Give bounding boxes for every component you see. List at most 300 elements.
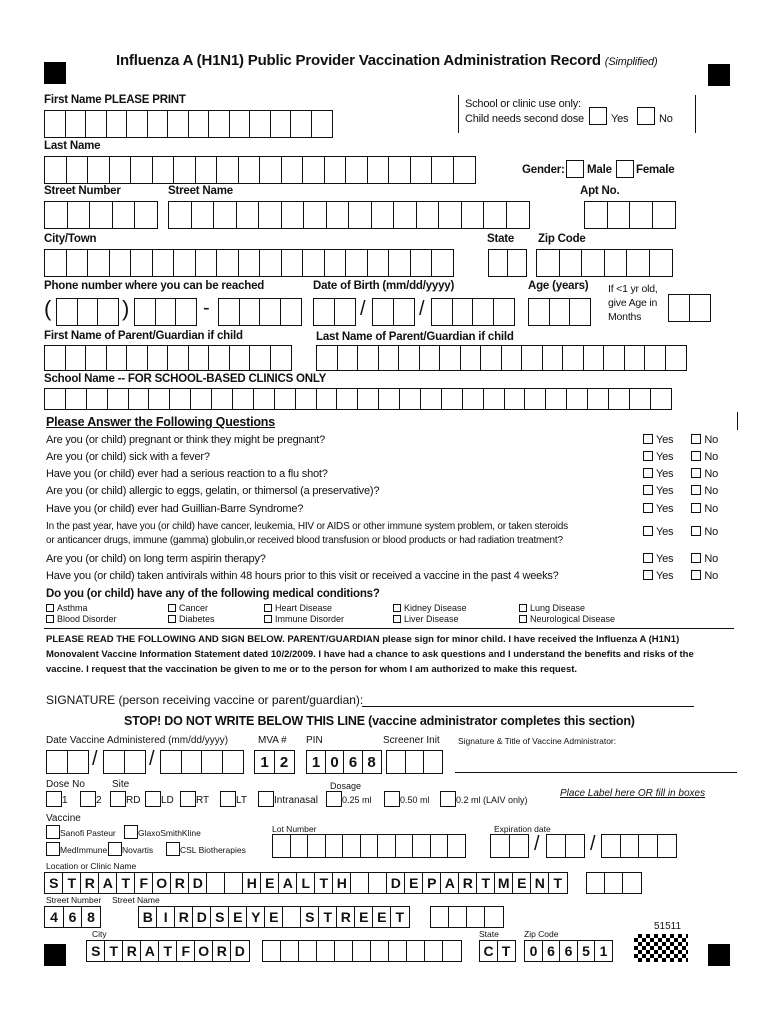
char-box[interactable] [272, 834, 291, 858]
site-ld-checkbox[interactable] [145, 791, 161, 807]
char-box[interactable] [307, 834, 326, 858]
char-box[interactable] [388, 249, 411, 277]
char-box[interactable]: D [230, 940, 250, 962]
char-box[interactable] [586, 872, 606, 894]
char-box[interactable]: T [497, 940, 516, 962]
dose-1-checkbox[interactable] [46, 791, 62, 807]
char-box[interactable] [86, 388, 108, 410]
char-box[interactable]: 1 [254, 750, 275, 774]
char-box[interactable] [148, 388, 170, 410]
char-box[interactable] [124, 750, 146, 774]
answer-row-flu-reaction[interactable] [643, 468, 718, 480]
dosage-050-option[interactable] [384, 791, 430, 807]
char-box[interactable] [44, 345, 66, 371]
char-box[interactable] [350, 872, 370, 894]
char-box[interactable] [371, 201, 395, 229]
char-box[interactable] [281, 156, 304, 184]
char-box[interactable]: T [158, 940, 178, 962]
char-box[interactable] [280, 298, 302, 326]
char-box[interactable] [624, 345, 646, 371]
admin-street-name-field[interactable] [138, 906, 408, 928]
char-box[interactable] [504, 388, 526, 410]
zip-field[interactable] [536, 249, 671, 277]
yes-checkbox[interactable] [643, 451, 653, 461]
char-box[interactable] [607, 201, 631, 229]
no-checkbox[interactable] [691, 526, 701, 536]
char-box[interactable] [262, 940, 282, 962]
answer-row-guillian-barre[interactable] [643, 503, 718, 515]
char-box[interactable] [281, 201, 305, 229]
yes-checkbox[interactable] [643, 468, 653, 478]
signature-line[interactable] [362, 706, 694, 707]
char-box[interactable] [490, 834, 510, 858]
char-box[interactable]: C [479, 940, 498, 962]
admin-city-extra[interactable] [262, 940, 460, 962]
char-box[interactable] [603, 345, 625, 371]
char-box[interactable] [249, 345, 271, 371]
char-box[interactable] [302, 249, 325, 277]
char-box[interactable] [367, 156, 390, 184]
admin-state-field[interactable] [479, 940, 514, 962]
condition-immune-disorder[interactable] [264, 614, 344, 624]
site-rt-option[interactable] [180, 791, 209, 807]
char-box[interactable] [410, 156, 433, 184]
char-box[interactable] [134, 201, 158, 229]
char-box[interactable] [44, 388, 66, 410]
char-box[interactable] [345, 156, 368, 184]
char-box[interactable] [191, 201, 215, 229]
char-box[interactable]: E [372, 906, 392, 928]
char-box[interactable] [316, 345, 338, 371]
char-box[interactable] [483, 201, 507, 229]
dosage-025-option[interactable] [326, 791, 372, 807]
char-box[interactable] [430, 906, 450, 928]
char-box[interactable] [208, 345, 230, 371]
dob-year-field[interactable] [431, 298, 513, 326]
char-box[interactable] [152, 156, 175, 184]
site-intranasal-option[interactable] [258, 791, 318, 807]
char-box[interactable] [562, 345, 584, 371]
char-box[interactable] [439, 345, 461, 371]
char-box[interactable] [506, 201, 530, 229]
char-box[interactable] [274, 388, 296, 410]
char-box[interactable]: S [210, 906, 230, 928]
char-box[interactable] [629, 388, 651, 410]
char-box[interactable] [480, 345, 502, 371]
admin-day-field[interactable] [103, 750, 144, 774]
char-box[interactable] [524, 388, 546, 410]
char-box[interactable]: D [188, 872, 208, 894]
char-box[interactable] [152, 249, 175, 277]
admin-year-field[interactable] [160, 750, 242, 774]
char-box[interactable] [87, 156, 110, 184]
char-box[interactable] [431, 249, 454, 277]
char-box[interactable] [466, 906, 486, 928]
char-box[interactable] [232, 388, 254, 410]
char-box[interactable] [290, 834, 309, 858]
char-box[interactable] [325, 834, 344, 858]
char-box[interactable] [521, 345, 543, 371]
street-number-field[interactable] [44, 201, 157, 229]
no-checkbox[interactable] [691, 468, 701, 478]
vaccine-csl-checkbox[interactable] [166, 842, 180, 856]
char-box[interactable] [44, 156, 67, 184]
pin-field[interactable] [306, 750, 380, 774]
char-box[interactable] [316, 940, 336, 962]
char-box[interactable] [395, 834, 414, 858]
char-box[interactable] [103, 750, 125, 774]
char-box[interactable] [448, 906, 468, 928]
apt-no-field[interactable] [584, 201, 674, 229]
state-field[interactable] [488, 249, 525, 277]
char-box[interactable] [581, 249, 605, 277]
char-box[interactable] [629, 201, 653, 229]
char-box[interactable] [253, 388, 275, 410]
char-box[interactable]: S [86, 940, 106, 962]
last-name-field[interactable] [44, 156, 474, 184]
char-box[interactable] [393, 201, 417, 229]
char-box[interactable] [281, 249, 304, 277]
dosage-025-checkbox[interactable] [326, 791, 342, 807]
admin-street-number-field[interactable] [44, 906, 100, 928]
site-intranasal-checkbox[interactable] [258, 791, 274, 807]
diabetes-checkbox[interactable] [168, 615, 176, 623]
char-box[interactable]: R [458, 872, 478, 894]
char-box[interactable] [169, 388, 191, 410]
char-box[interactable]: 6 [559, 940, 578, 962]
char-box[interactable] [549, 298, 571, 326]
char-box[interactable] [604, 249, 628, 277]
char-box[interactable] [419, 345, 441, 371]
char-box[interactable] [128, 388, 150, 410]
char-box[interactable] [109, 156, 132, 184]
char-box[interactable]: I [156, 906, 176, 928]
yes-checkbox[interactable] [643, 570, 653, 580]
char-box[interactable] [501, 345, 523, 371]
char-box[interactable] [302, 156, 325, 184]
answer-row-fever[interactable] [643, 451, 718, 463]
char-box[interactable]: N [530, 872, 550, 894]
char-box[interactable] [559, 249, 583, 277]
gender-female-checkbox[interactable] [616, 160, 634, 178]
admin-street-name-extra[interactable] [430, 906, 502, 928]
char-box[interactable] [649, 249, 673, 277]
kidney-disease-checkbox[interactable] [393, 604, 401, 612]
condition-liver-disease[interactable] [393, 614, 459, 624]
char-box[interactable]: A [140, 940, 160, 962]
char-box[interactable] [336, 388, 358, 410]
screener-field[interactable] [386, 750, 442, 774]
char-box[interactable]: 5 [577, 940, 596, 962]
vaccine-novartis-option[interactable] [108, 842, 153, 856]
char-box[interactable] [188, 345, 210, 371]
char-box[interactable] [368, 872, 388, 894]
char-box[interactable] [270, 110, 292, 138]
char-box[interactable] [545, 388, 567, 410]
first-name-field[interactable] [44, 110, 331, 138]
char-box[interactable]: H [242, 872, 262, 894]
char-box[interactable] [668, 294, 690, 322]
char-box[interactable] [259, 156, 282, 184]
char-box[interactable] [106, 345, 128, 371]
char-box[interactable] [126, 345, 148, 371]
no-checkbox[interactable] [691, 503, 701, 513]
char-box[interactable] [168, 201, 192, 229]
char-box[interactable] [107, 388, 129, 410]
char-box[interactable] [345, 249, 368, 277]
char-box[interactable] [134, 298, 156, 326]
char-box[interactable] [167, 345, 189, 371]
condition-heart-disease[interactable] [264, 603, 332, 613]
condition-cancer[interactable] [168, 603, 208, 613]
vaccine-sanofi-checkbox[interactable] [46, 825, 60, 839]
char-box[interactable] [44, 201, 68, 229]
char-box[interactable] [56, 298, 78, 326]
char-box[interactable] [388, 156, 411, 184]
char-box[interactable] [259, 298, 281, 326]
char-box[interactable]: 0 [325, 750, 345, 774]
char-box[interactable]: 1 [306, 750, 326, 774]
char-box[interactable]: R [170, 872, 190, 894]
char-box[interactable] [441, 388, 463, 410]
char-box[interactable] [311, 110, 333, 138]
char-box[interactable]: E [264, 906, 284, 928]
char-box[interactable]: B [138, 906, 158, 928]
char-box[interactable] [147, 345, 169, 371]
answer-row-pregnant[interactable] [643, 434, 718, 446]
char-box[interactable] [89, 201, 113, 229]
char-box[interactable]: E [228, 906, 248, 928]
char-box[interactable] [566, 388, 588, 410]
char-box[interactable] [657, 834, 677, 858]
char-box[interactable] [412, 834, 431, 858]
char-box[interactable] [77, 298, 99, 326]
char-box[interactable] [360, 834, 379, 858]
char-box[interactable] [565, 834, 585, 858]
yes-checkbox[interactable] [643, 434, 653, 444]
site-ld-option[interactable] [145, 791, 174, 807]
char-box[interactable] [367, 249, 390, 277]
char-box[interactable] [282, 906, 302, 928]
char-box[interactable]: E [512, 872, 532, 894]
vaccine-novartis-checkbox[interactable] [108, 842, 122, 856]
char-box[interactable] [410, 249, 433, 277]
condition-lung-disease[interactable] [519, 603, 585, 613]
char-box[interactable]: D [386, 872, 406, 894]
liver-disease-checkbox[interactable] [393, 615, 401, 623]
char-box[interactable]: P [422, 872, 442, 894]
char-box[interactable] [112, 201, 136, 229]
char-box[interactable] [622, 872, 642, 894]
char-box[interactable] [342, 834, 361, 858]
char-box[interactable] [424, 940, 444, 962]
char-box[interactable]: T [62, 872, 82, 894]
char-box[interactable] [239, 298, 261, 326]
city-field[interactable] [44, 249, 453, 277]
char-box[interactable] [438, 201, 462, 229]
char-box[interactable] [229, 110, 251, 138]
char-box[interactable] [195, 156, 218, 184]
location-field[interactable] [44, 872, 566, 894]
char-box[interactable]: 8 [362, 750, 382, 774]
char-box[interactable] [644, 345, 666, 371]
char-box[interactable]: O [152, 872, 172, 894]
char-box[interactable] [85, 110, 107, 138]
mva-field[interactable] [254, 750, 293, 774]
char-box[interactable] [249, 110, 271, 138]
char-box[interactable] [188, 110, 210, 138]
no-checkbox[interactable] [691, 451, 701, 461]
no-checkbox[interactable] [691, 570, 701, 580]
lung-disease-checkbox[interactable] [519, 604, 527, 612]
char-box[interactable] [236, 201, 260, 229]
char-box[interactable] [324, 249, 347, 277]
char-box[interactable] [483, 388, 505, 410]
char-box[interactable] [130, 156, 153, 184]
char-box[interactable] [167, 110, 189, 138]
char-box[interactable]: M [494, 872, 514, 894]
char-box[interactable]: R [80, 872, 100, 894]
char-box[interactable] [406, 940, 426, 962]
char-box[interactable] [326, 201, 350, 229]
dosage-laiv-checkbox[interactable] [440, 791, 456, 807]
asthma-checkbox[interactable] [46, 604, 54, 612]
char-box[interactable] [46, 750, 68, 774]
char-box[interactable]: A [440, 872, 460, 894]
dose-2-checkbox[interactable] [80, 791, 96, 807]
char-box[interactable] [44, 249, 67, 277]
phone-line-field[interactable] [218, 298, 300, 326]
char-box[interactable] [587, 388, 609, 410]
char-box[interactable] [173, 156, 196, 184]
char-box[interactable] [372, 298, 394, 326]
char-box[interactable] [398, 345, 420, 371]
char-box[interactable] [488, 249, 508, 277]
char-box[interactable] [270, 345, 292, 371]
char-box[interactable] [175, 298, 197, 326]
char-box[interactable] [447, 834, 466, 858]
char-box[interactable] [608, 388, 630, 410]
char-box[interactable] [259, 249, 282, 277]
char-box[interactable] [97, 298, 119, 326]
yes-checkbox[interactable] [643, 526, 653, 536]
char-box[interactable]: O [194, 940, 214, 962]
admin-zip-field[interactable] [524, 940, 612, 962]
char-box[interactable]: 1 [594, 940, 613, 962]
char-box[interactable] [378, 345, 400, 371]
char-box[interactable] [195, 249, 218, 277]
yes-checkbox[interactable] [643, 503, 653, 513]
char-box[interactable]: D [192, 906, 212, 928]
char-box[interactable] [280, 940, 300, 962]
char-box[interactable] [87, 249, 110, 277]
char-box[interactable] [650, 388, 672, 410]
char-box[interactable] [258, 201, 282, 229]
char-box[interactable] [67, 750, 89, 774]
char-box[interactable] [665, 345, 687, 371]
char-box[interactable] [147, 110, 169, 138]
vaccine-sanofi-option[interactable] [46, 825, 116, 839]
char-box[interactable] [316, 388, 338, 410]
char-box[interactable] [420, 388, 442, 410]
char-box[interactable]: T [318, 906, 338, 928]
char-box[interactable] [462, 388, 484, 410]
char-box[interactable]: L [296, 872, 316, 894]
no-checkbox[interactable] [691, 485, 701, 495]
site-rd-option[interactable] [110, 791, 140, 807]
char-box[interactable]: 0 [524, 940, 543, 962]
char-box[interactable]: A [278, 872, 298, 894]
char-box[interactable] [509, 834, 529, 858]
admin-month-field[interactable] [46, 750, 87, 774]
char-box[interactable]: T [314, 872, 334, 894]
char-box[interactable]: 2 [274, 750, 295, 774]
char-box[interactable] [216, 249, 239, 277]
char-box[interactable] [620, 834, 640, 858]
condition-blood-disorder[interactable] [46, 614, 117, 624]
yes-checkbox[interactable] [643, 553, 653, 563]
expiration-day-field[interactable] [546, 834, 583, 858]
char-box[interactable]: T [548, 872, 568, 894]
lot-number-field[interactable] [272, 834, 465, 858]
char-box[interactable] [211, 388, 233, 410]
char-box[interactable]: S [44, 872, 64, 894]
no-checkbox[interactable] [691, 553, 701, 563]
char-box[interactable] [430, 834, 449, 858]
char-box[interactable] [208, 110, 230, 138]
char-box[interactable] [493, 298, 515, 326]
char-box[interactable] [689, 294, 711, 322]
char-box[interactable]: E [404, 872, 424, 894]
char-box[interactable]: E [260, 872, 280, 894]
answer-row-immune[interactable] [643, 526, 718, 538]
char-box[interactable] [442, 940, 462, 962]
char-box[interactable] [405, 750, 425, 774]
char-box[interactable] [65, 345, 87, 371]
char-box[interactable] [377, 834, 396, 858]
char-box[interactable] [160, 750, 182, 774]
char-box[interactable] [542, 345, 564, 371]
char-box[interactable] [461, 201, 485, 229]
heart-disease-checkbox[interactable] [264, 604, 272, 612]
char-box[interactable] [652, 201, 676, 229]
blood-disorder-checkbox[interactable] [46, 615, 54, 623]
school-name-field[interactable] [44, 388, 671, 410]
vaccine-medimmune-checkbox[interactable] [46, 842, 60, 856]
site-lt-checkbox[interactable] [220, 791, 236, 807]
immune-disorder-checkbox[interactable] [264, 615, 272, 623]
answer-row-allergy[interactable] [643, 485, 718, 497]
location-field-extra[interactable] [586, 872, 640, 894]
char-box[interactable] [352, 940, 372, 962]
char-box[interactable] [130, 249, 153, 277]
site-rd-checkbox[interactable] [110, 791, 126, 807]
char-box[interactable] [229, 345, 251, 371]
parent-last-field[interactable] [316, 345, 685, 371]
dob-day-field[interactable] [372, 298, 413, 326]
char-box[interactable] [238, 249, 261, 277]
dosage-050-checkbox[interactable] [384, 791, 400, 807]
char-box[interactable] [484, 906, 504, 928]
char-box[interactable] [65, 110, 87, 138]
vaccine-csl-option[interactable] [166, 842, 246, 856]
cancer-checkbox[interactable] [168, 604, 176, 612]
char-box[interactable] [303, 201, 327, 229]
site-rt-checkbox[interactable] [180, 791, 196, 807]
char-box[interactable] [528, 298, 550, 326]
second-dose-no-checkbox[interactable] [637, 107, 655, 125]
dose-1-option[interactable] [46, 791, 68, 807]
